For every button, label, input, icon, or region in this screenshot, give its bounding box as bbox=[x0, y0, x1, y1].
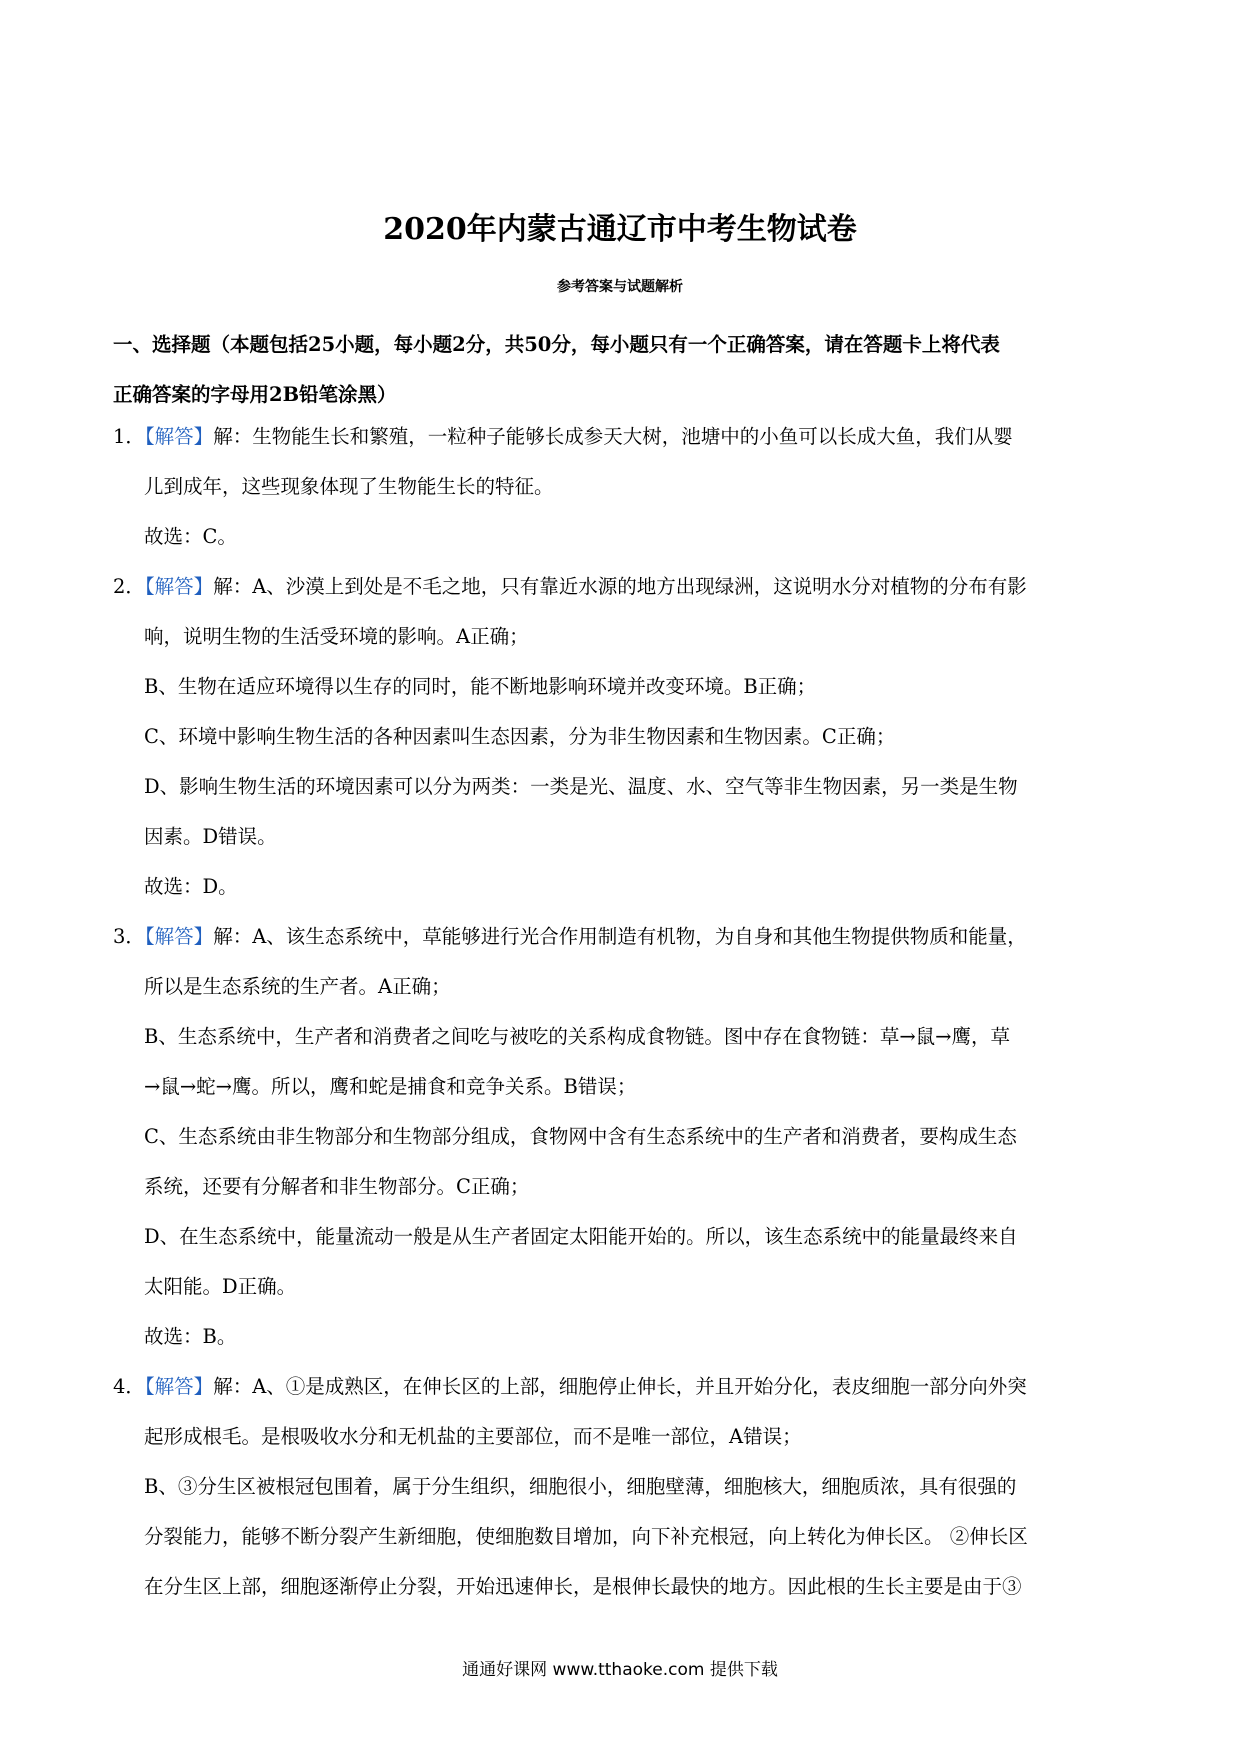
answer-line: B、生物在适应环境得以生存的同时，能不断地影响环境并改变环境。B正确； bbox=[144, 675, 817, 698]
answer-line: B、③分生区被根冠包围着，属于分生组织，细胞很小，细胞壁薄，细胞核大，细胞质浓，具有很强的 bbox=[144, 1475, 1017, 1498]
answer-line: 系统，还要有分解者和非生物部分。C正确； bbox=[144, 1175, 530, 1198]
answer-line: D、影响生物生活的环境因素可以分为两类：一类是光、温度、水、空气等非生物因素，另一类是生物 bbox=[144, 775, 1018, 798]
answer-number: 3． bbox=[113, 925, 145, 948]
answer-line: 儿到成年，这些现象体现了生物能生长的特征。 bbox=[144, 475, 554, 498]
answer-line: 故选：C。 bbox=[144, 525, 237, 548]
answer-line: D、在生态系统中，能量流动一般是从生产者固定太阳能开始的。所以，该生态系统中的能量最终来自 bbox=[144, 1225, 1018, 1248]
answer-first-line bbox=[113, 1362, 1129, 1412]
answer-tag: 【解答】 bbox=[144, 425, 214, 448]
section-heading bbox=[113, 320, 1129, 420]
answer-number: 2． bbox=[113, 575, 145, 598]
answer-line: 在分生区上部，细胞逐渐停止分裂，开始迅速伸长，是根伸长最快的地方。因此根的生长主要是由于③ bbox=[144, 1575, 1022, 1598]
page-title: 2020年内蒙古通辽市中考生物试卷 bbox=[383, 212, 857, 247]
answer-tag: 【解答】 bbox=[144, 575, 214, 598]
section-heading-line-2: 正确答案的字母用2B铅笔涂黑） bbox=[113, 383, 397, 406]
answer-line: 因素。D错误。 bbox=[144, 825, 277, 848]
answer-line: C、生态系统由非生物部分和生物部分组成，食物网中含有生态系统中的生产者和消费者，要构成生态 bbox=[144, 1125, 1017, 1148]
answer-text: 解：A、①是成熟区，在伸长区的上部，细胞停止伸长，并且开始分化，表皮细胞一部分向外突 bbox=[213, 1375, 1027, 1398]
answer-number: 1． bbox=[113, 425, 145, 448]
answer-tag: 【解答】 bbox=[144, 1375, 214, 1398]
answer-line: 响，说明生物的生活受环境的影响。A正确； bbox=[144, 625, 529, 648]
answer-tag: 【解答】 bbox=[144, 925, 214, 948]
answer-text: 解：A、该生态系统中，草能够进行光合作用制造有机物，为自身和其他生物提供物质和能量， bbox=[213, 925, 1027, 948]
answer-line: 故选：D。 bbox=[144, 875, 238, 898]
answer-line: B、生态系统中，生产者和消费者之间吃与被吃的关系构成食物链。图中存在食物链：草→鼠→鹰，草 bbox=[144, 1025, 1011, 1048]
answer-line: →鼠→蛇→鹰。所以，鹰和蛇是捕食和竞争关系。B错误； bbox=[144, 1075, 637, 1098]
answer-line: 太阳能。D正确。 bbox=[144, 1275, 297, 1298]
section-heading-line-1: 一、选择题（本题包括25小题，每小题2分，共50分，每小题只有一个正确答案，请在答题卡上将代表 bbox=[113, 333, 1000, 356]
answers-list bbox=[113, 412, 1129, 1612]
answer-line: 所以是生态系统的生产者。A正确； bbox=[144, 975, 451, 998]
page-footer: 通通好课网 www.tthaoke.com 提供下载 bbox=[462, 1660, 778, 1680]
answer-item-3 bbox=[113, 912, 1129, 1362]
answer-line: 分裂能力，能够不断分裂产生新细胞，使细胞数目增加，向下补充根冠，向上转化为伸长区。 ②伸长区 bbox=[144, 1525, 1028, 1548]
answer-line: 起形成根毛。是根吸收水分和无机盐的主要部位，而不是唯一部位，A错误； bbox=[144, 1425, 802, 1448]
answer-line: C、环境中影响生物生活的各种因素叫生态因素，分为非生物因素和生物因素。C正确； bbox=[144, 725, 896, 748]
answer-item-4 bbox=[113, 1362, 1129, 1612]
answer-item-2 bbox=[113, 562, 1129, 912]
answer-text: 解：生物能生长和繁殖，一粒种子能够长成参天大树，池塘中的小鱼可以长成大鱼，我们从婴 bbox=[213, 425, 1013, 448]
answer-first-line bbox=[113, 412, 1129, 462]
answer-line: 故选：B。 bbox=[144, 1325, 237, 1348]
answer-number: 4． bbox=[113, 1375, 145, 1398]
page-subtitle: 参考答案与试题解析 bbox=[557, 279, 683, 295]
answer-first-line bbox=[113, 912, 1129, 962]
answer-text: 解：A、沙漠上到处是不毛之地，只有靠近水源的地方出现绿洲，这说明水分对植物的分布有影 bbox=[213, 575, 1027, 598]
answer-first-line bbox=[113, 562, 1129, 612]
answer-item-1 bbox=[113, 412, 1129, 562]
